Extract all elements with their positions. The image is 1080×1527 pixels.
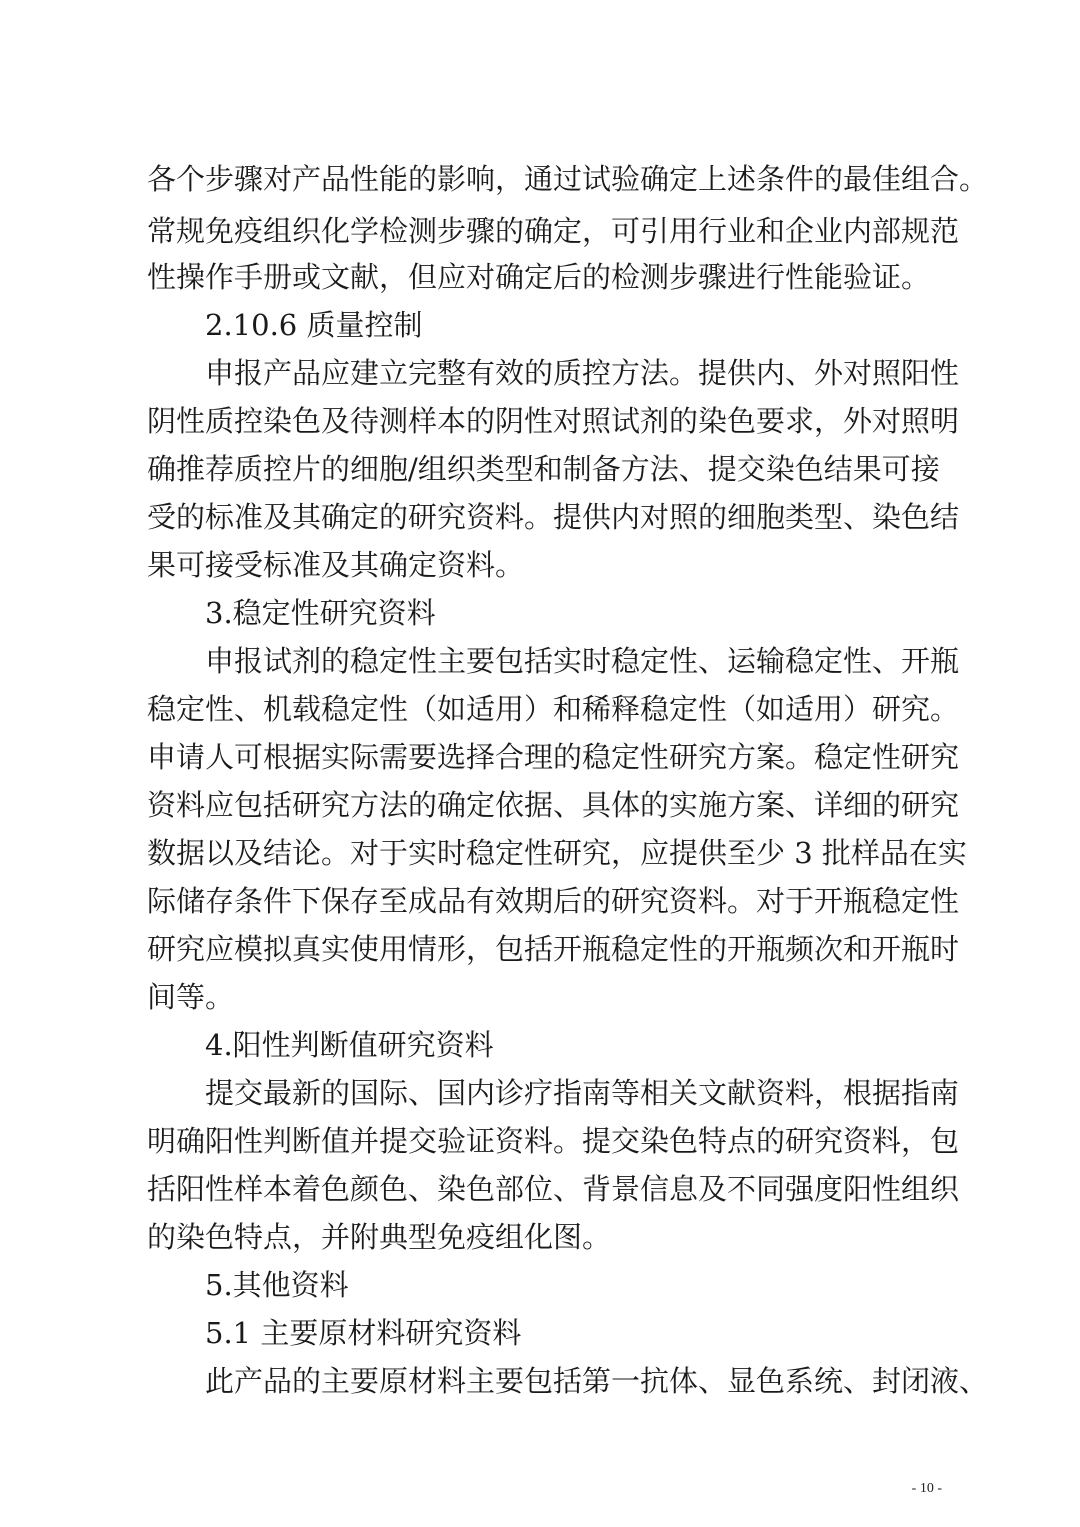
body-text-line: 申报产品应建立完整有效的质控方法。提供内、外对照阳性 (205, 356, 960, 390)
body-text-line: 此产品的主要原材料主要包括第一抗体、显色系统、封闭液、 (205, 1364, 989, 1398)
body-text-line: 际储存条件下保存至成品有效期后的研究资料。对于开瓶稳定性 (147, 884, 960, 918)
body-text-line: 数据以及结论。对于实时稳定性研究，应提供至少 3 批样品在实 (147, 836, 967, 870)
section-heading: 5.1 主要原材料研究资料 (205, 1316, 522, 1350)
body-text-line: 各个步骤对产品性能的影响，通过试验确定上述条件的最佳组合。 (147, 162, 989, 196)
body-text-line: 果可接受标准及其确定资料。 (147, 548, 525, 582)
section-heading: 2.10.6 质量控制 (205, 308, 423, 342)
body-text-line: 阴性质控染色及待测样本的阴性对照试剂的染色要求，外对照明 (147, 404, 960, 438)
body-text-line: 申报试剂的稳定性主要包括实时稳定性、运输稳定性、开瓶 (205, 644, 960, 678)
section-heading: 3.稳定性研究资料 (205, 596, 436, 630)
body-text-line: 明确阳性判断值并提交验证资料。提交染色特点的研究资料，包 (147, 1124, 960, 1158)
body-text-line: 受的标准及其确定的研究资料。提供内对照的细胞类型、染色结 (147, 500, 960, 534)
body-text-line: 括阳性样本着色颜色、染色部位、背景信息及不同强度阳性组织 (147, 1172, 960, 1206)
body-text-line: 稳定性、机载稳定性（如适用）和稀释稳定性（如适用）研究。 (147, 692, 960, 726)
body-text-line: 研究应模拟真实使用情形，包括开瓶稳定性的开瓶频次和开瓶时 (147, 932, 960, 966)
section-heading: 5.其他资料 (205, 1268, 349, 1302)
body-text-line: 常规免疫组织化学检测步骤的确定，可引用行业和企业内部规范 (147, 214, 960, 248)
body-text-line: 资料应包括研究方法的确定依据、具体的实施方案、详细的研究 (147, 788, 960, 822)
page-number: - 10 - (911, 1481, 942, 1496)
body-text-line: 确推荐质控片的细胞/组织类型和制备方法、提交染色结果可接 (147, 452, 940, 486)
body-text-line: 提交最新的国际、国内诊疗指南等相关文献资料，根据指南 (205, 1076, 960, 1110)
section-heading: 4.阳性判断值研究资料 (205, 1028, 494, 1062)
body-text-line: 间等。 (147, 980, 235, 1014)
body-text-line: 性操作手册或文献，但应对确定后的检测步骤进行性能验证。 (147, 260, 931, 294)
body-text-line: 申请人可根据实际需要选择合理的稳定性研究方案。稳定性研究 (147, 740, 960, 774)
body-text-line: 的染色特点，并附典型免疫组化图。 (147, 1220, 612, 1254)
